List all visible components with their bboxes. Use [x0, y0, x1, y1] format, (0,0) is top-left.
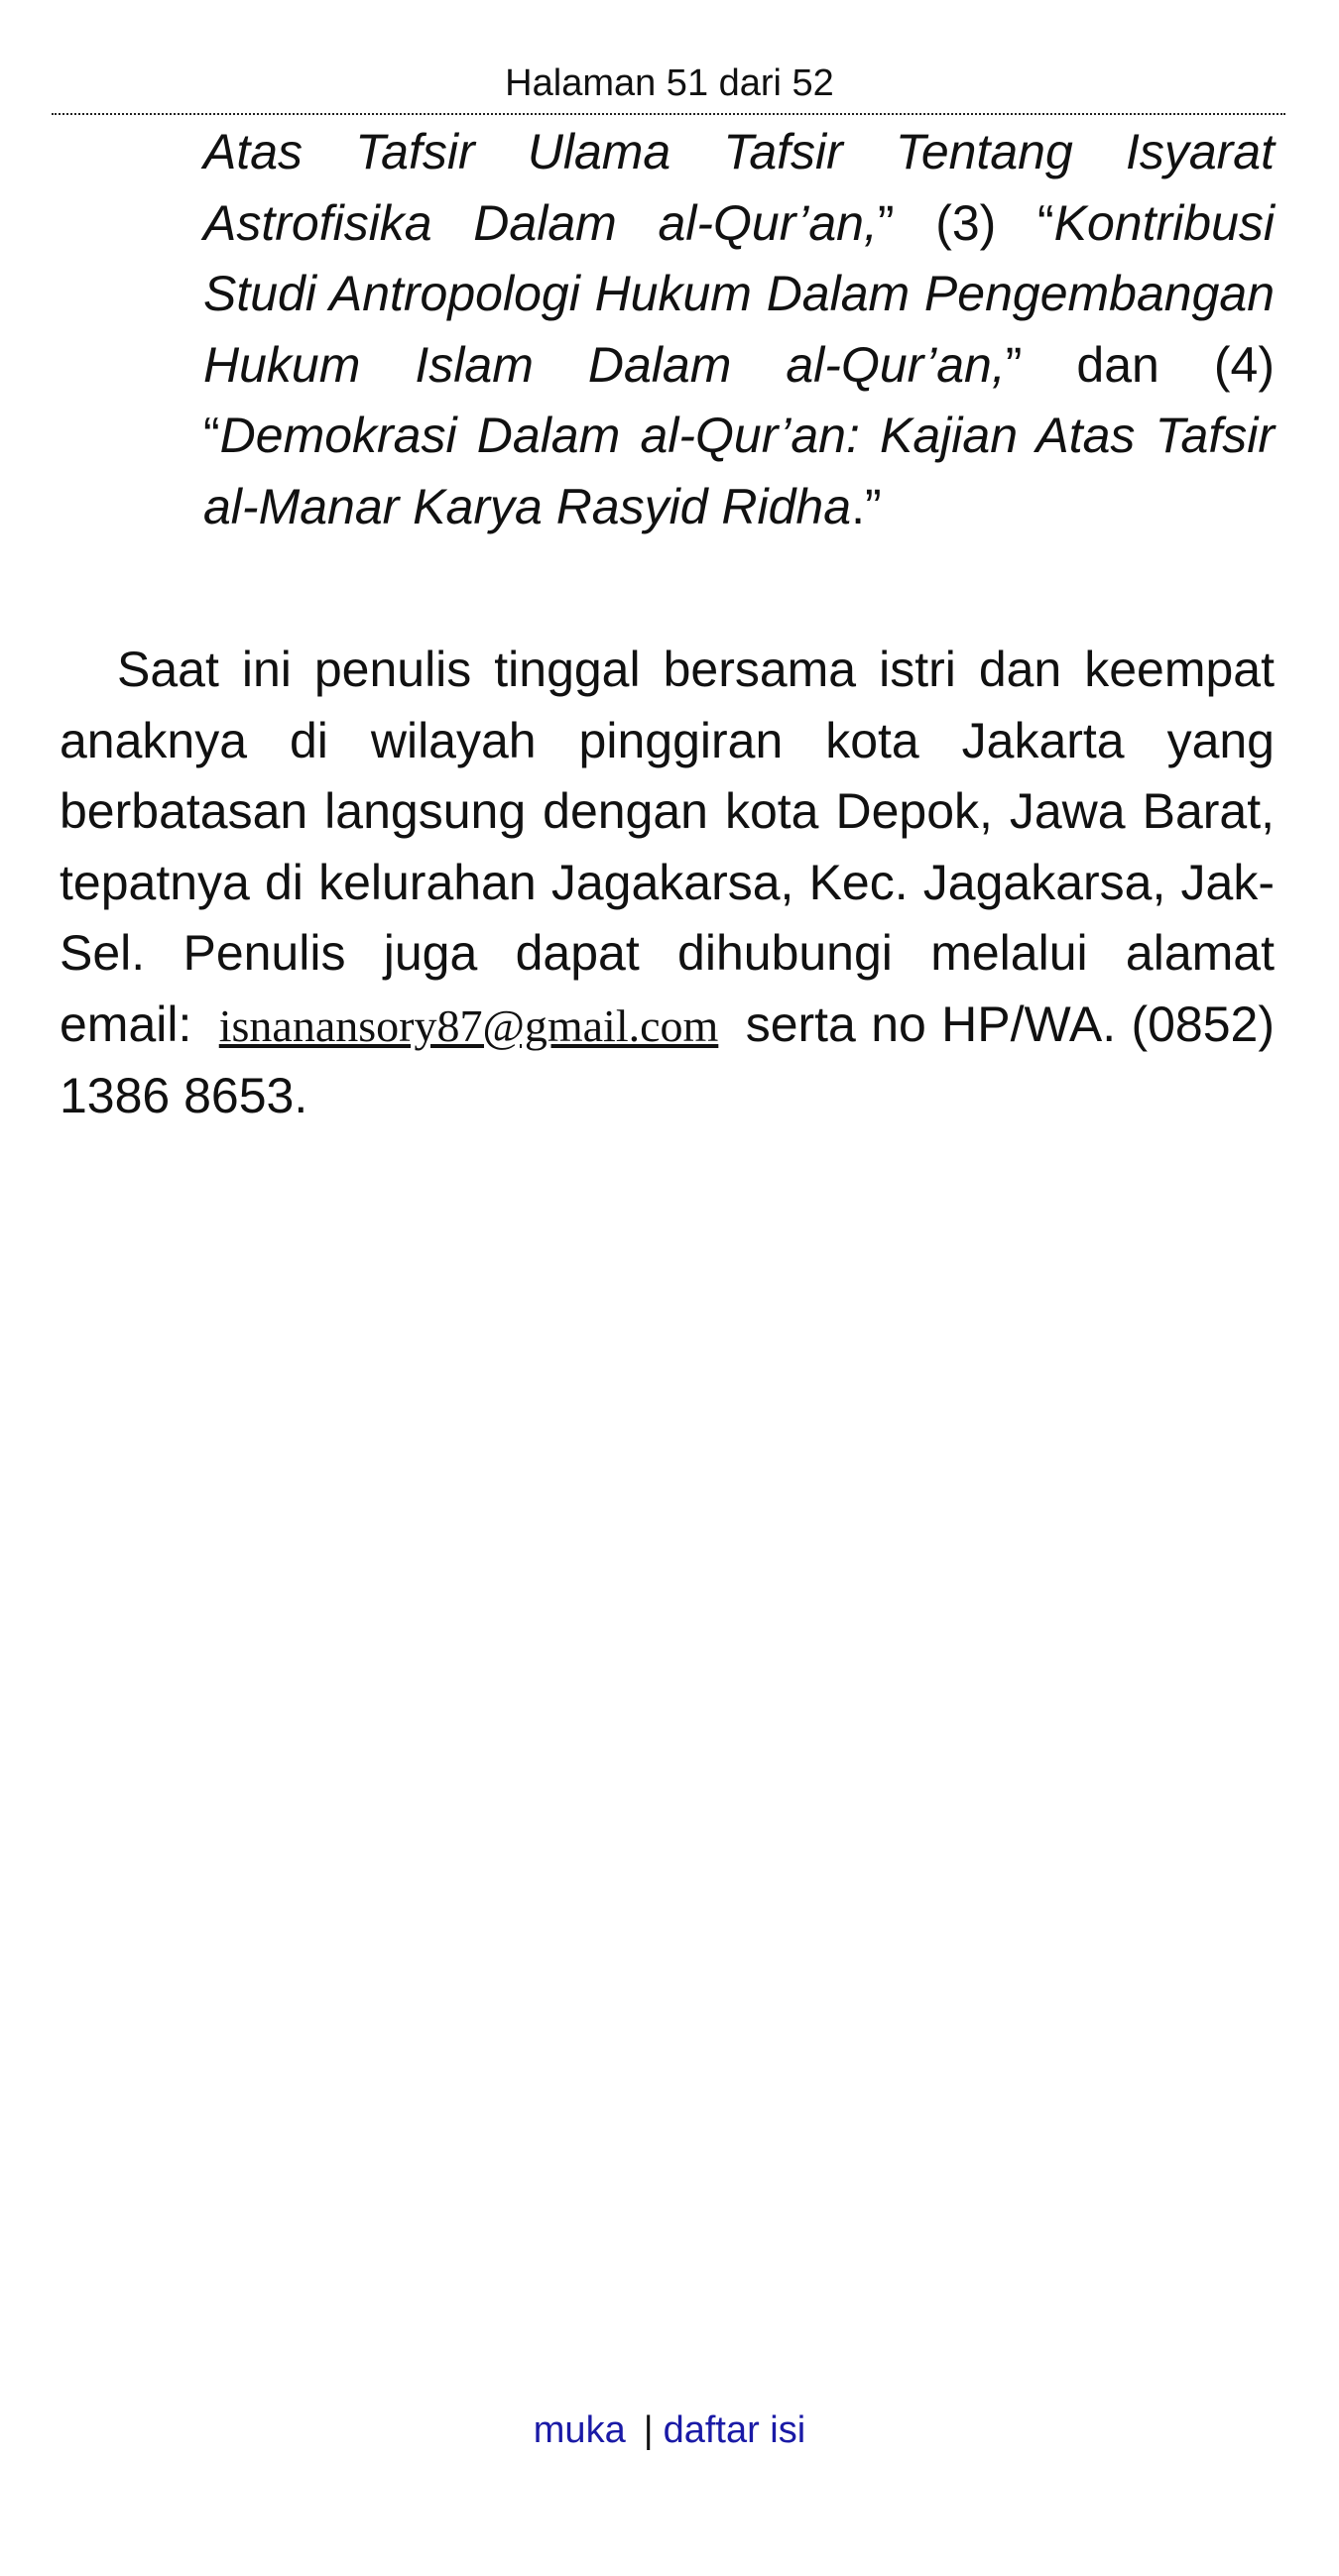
list-text-italic: Atas Tafsir Ulama Tafsir Tentang Isyarat Astrofisika Dalam al-Qur’an,: [203, 124, 1275, 251]
header-divider: [52, 113, 1285, 115]
author-residence-paragraph: [60, 635, 1275, 1132]
list-text: ” dan (4) “: [203, 336, 1275, 463]
table-of-contents-link[interactable]: daftar isi: [663, 2409, 806, 2451]
list-item-continuation: [203, 117, 1275, 542]
list-text: ” (3) “: [877, 194, 1054, 251]
page-indicator: Halaman 51 dari 52: [505, 62, 834, 104]
paragraph-text: serta no HP/WA. (0852) 1386 8653.: [60, 995, 1275, 1123]
list-text-italic: Demokrasi Dalam al-Qur’an: Kajian Atas Tafsir al-Manar Karya Rasyid Ridha: [203, 408, 1275, 534]
list-text-italic: Kontribusi Studi Antropologi Hukum Dalam Pengembangan Hukum Islam Dalam al-Qur’an,: [203, 194, 1275, 393]
paragraph-text: Saat ini penulis tinggal bersama istri dan keempat anaknya di wilayah pinggiran kota Jakarta yang berbatasan langsung dengan kota Depok, Jawa Barat, tepatnya di kelurahan Jagakarsa, Kec. Jagakarsa, Jak-Sel. Penulis juga dapat dihubungi melalui alamat email:: [60, 642, 1275, 1052]
list-text: .”: [851, 478, 882, 534]
home-link[interactable]: muka: [533, 2409, 626, 2451]
nav-separator: |: [643, 2409, 654, 2451]
footer-navigation: [0, 2404, 1339, 2456]
email-link[interactable]: isnanansory87@gmail.com: [218, 999, 719, 1051]
